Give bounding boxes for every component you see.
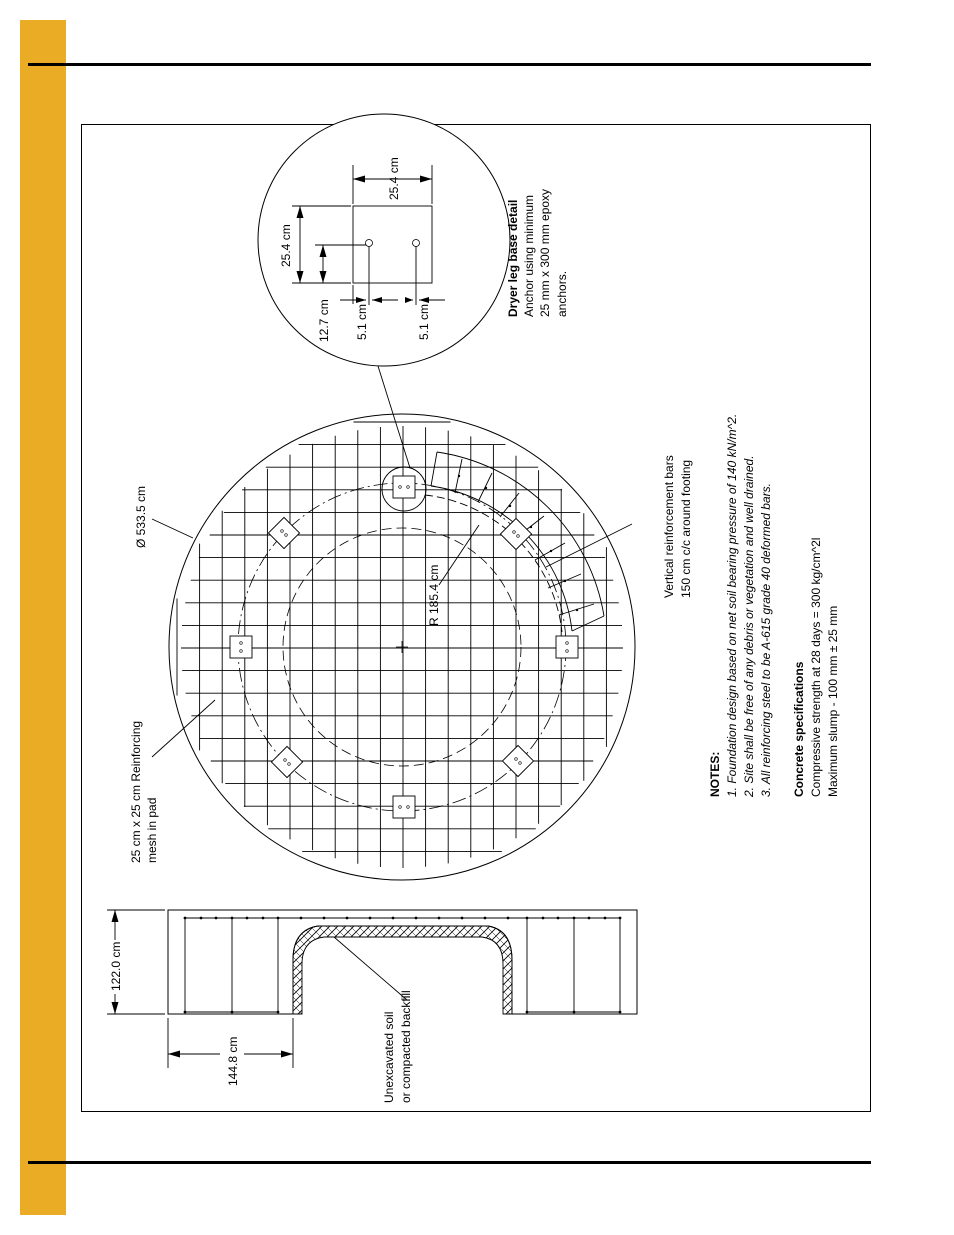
- section-bar-dot: [231, 917, 234, 920]
- leg-dim-12-7: 12.7 cm: [317, 299, 331, 342]
- leg-plate-top: [393, 476, 415, 498]
- note-1: 1. Foundation design based on net soil bearing pressure of 140 kN/m^2.: [725, 413, 739, 797]
- anchor-hole-left: [366, 240, 373, 247]
- leg-plate-bottom-left: [271, 746, 302, 777]
- concrete-line1: Compressive strength at 28 days = 300 kg/cm^2l: [809, 537, 823, 797]
- section-bar-dot: [215, 917, 218, 920]
- detail-leader: [378, 366, 410, 468]
- detail-circle: [258, 114, 510, 366]
- section-bar-dot: [300, 917, 303, 920]
- section-width-label: 144.8 cm: [226, 1036, 240, 1086]
- section-bar-dot: [231, 1011, 234, 1014]
- section-bar-dot: [323, 917, 326, 920]
- section-bar-dot: [438, 917, 441, 920]
- leg-plate-top-right: [500, 518, 531, 549]
- section-bar-dot: [619, 1011, 622, 1014]
- section-bar-dot: [461, 917, 464, 920]
- section-bar-dot: [619, 917, 622, 920]
- section-bar-dot: [277, 1011, 280, 1014]
- section-bar-dot: [588, 917, 591, 920]
- leg-detail-line1: Anchor using minimum: [522, 194, 536, 317]
- leg-plate-top-left: [268, 517, 299, 548]
- leg-dim-side: 25.4 cm: [279, 224, 293, 267]
- mesh-label-line1: 25 cm x 25 cm Reinforcing: [129, 720, 143, 863]
- section-bar-dot: [542, 917, 545, 920]
- section-bar-dot: [184, 1011, 187, 1014]
- section-bar-dot: [526, 917, 529, 920]
- section-bar-dot: [246, 917, 249, 920]
- vertical-bars-label-line1: Vertical reinforcement bars: [662, 455, 676, 598]
- notes-heading: NOTES:: [708, 751, 722, 797]
- leg-plate-bottom: [393, 796, 415, 818]
- section-height-label: 122.0 cm: [109, 941, 123, 991]
- leg-dim-top: 25.4 cm: [387, 157, 401, 200]
- section-bar-dot: [369, 917, 372, 920]
- note-2: 2. Site shall be free of any debris or vegetation and well drained.: [742, 455, 756, 797]
- mesh-label-line2: mesh in pad: [145, 797, 159, 863]
- section-bar-dot: [184, 917, 187, 920]
- leg-plate-right: [556, 636, 578, 658]
- section-bar-dot: [484, 917, 487, 920]
- leg-detail-title: Dryer leg base detail: [506, 199, 520, 317]
- diameter-label: Ø 533.5 cm: [134, 485, 148, 548]
- leg-plate-bottom-right: [502, 745, 533, 776]
- section-bar-dot: [557, 917, 560, 920]
- concrete-line2: Maximum slump - 100 mm ± 25 mm: [826, 605, 840, 797]
- section-bar-dot: [415, 917, 418, 920]
- centre-mark: [396, 641, 408, 653]
- section-bar-dot: [507, 917, 510, 920]
- concrete-heading: Concrete specifications: [792, 661, 806, 797]
- anchor-hole-right: [413, 240, 420, 247]
- section-bar-dot: [346, 917, 349, 920]
- section-bar-dot: [200, 917, 203, 920]
- leg-plate-left: [230, 636, 252, 658]
- section-bar-dot: [526, 1011, 529, 1014]
- section-view: [107, 910, 637, 1068]
- section-bar-dot: [573, 1011, 576, 1014]
- note-3: 3. All reinforcing steel to be A-615 grade 40 deformed bars.: [759, 483, 773, 797]
- section-bar-dot: [604, 917, 607, 920]
- section-bar-dot: [392, 917, 395, 920]
- soil-label-line2: or compacted backfill: [399, 990, 413, 1103]
- soil-label-line1: Unexcavated soil: [382, 1011, 396, 1103]
- leg-dim-5-1-left: 5.1 cm: [355, 303, 369, 340]
- radius-label: R 185.4 cm: [427, 564, 441, 626]
- leg-dim-5-1-right: 5.1 cm: [417, 303, 431, 340]
- leg-detail-line2: 25 mm x 300 mm epoxy: [538, 188, 552, 317]
- section-bar-dot: [573, 917, 576, 920]
- section-bar-dot: [277, 917, 280, 920]
- section-bar-dot: [262, 917, 265, 920]
- vertical-bars-label-line2: 150 cm c/c around footing: [679, 459, 693, 598]
- leg-detail-line3: anchors.: [555, 270, 569, 317]
